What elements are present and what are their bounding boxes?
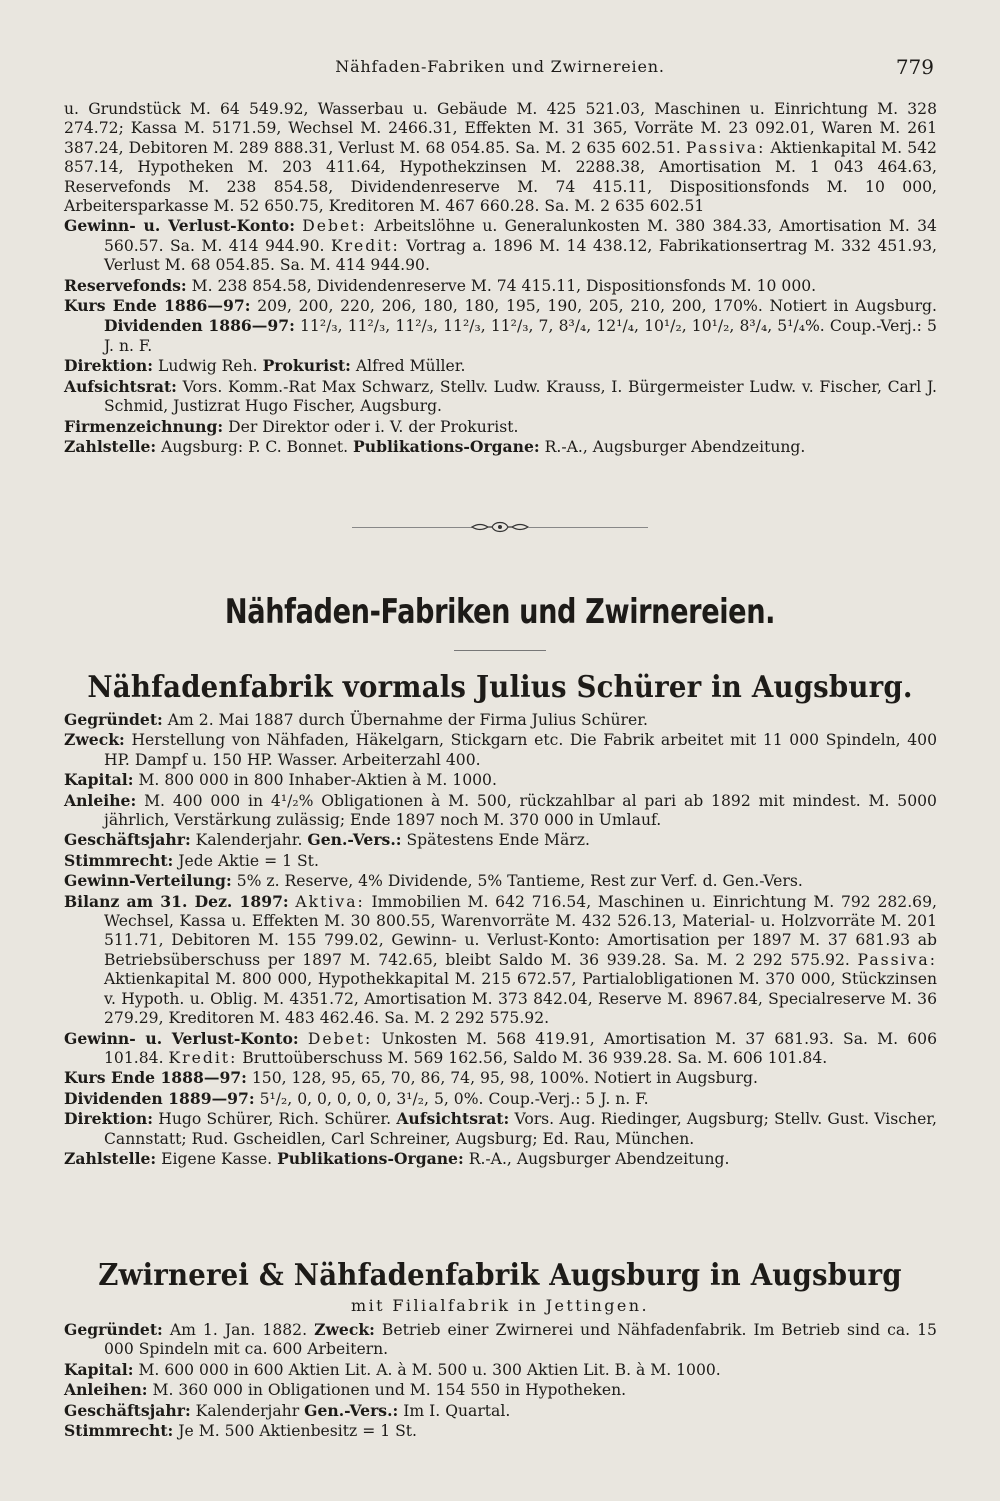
voting-right: Stimmrecht: Jede Aktie = 1 St. — [64, 850, 319, 870]
section-rule — [454, 650, 546, 651]
ornamental-divider — [352, 519, 648, 535]
company-entry-schuerer — [64, 710, 937, 1169]
section-title: Nähfaden-Fabriken und Zwirnereien. — [224, 592, 776, 632]
ornament-icon — [470, 519, 530, 535]
capital: Kapital: M. 800 000 in 800 Inhaber-Aktien à M. 1000. — [64, 770, 497, 790]
stock-prices-and-dividends: Kurs Ende 1886—97: 209, 200, 220, 206, 180, 180, 195, 190, 205, 210, 200, 170%. Notiert in Augsburg. Dividenden 1886—97: 11²/₃, 11²/₃, 11²/₃, 11²/₃, 11²/₃, 7, 8³/₄, 12¹/₄, 10¹/₂, 10¹/₂, 8³/₄, 5¹/₄%. Coup.-Verj.: 5 J. n. F. — [64, 296, 937, 355]
profit-loss-account: Gewinn- u. Verlust-Konto: Debet: Arbeitslöhne u. Generalunkosten M. 380 384.33, Amortisation M. 34 560.57. Sa. M. 414 944.90. Kredit: Vortrag a. 1896 M. 14 438.12, Fabrikationsertrag M. 332 451.93, Verlust M. 68 054.85. Sa. M. 414 944.90. — [64, 216, 937, 275]
capital: Kapital: M. 600 000 in 600 Aktien Lit. A. à M. 500 u. 300 Aktien Lit. B. à M. 1000. — [64, 1359, 721, 1379]
balance-sheet: Bilanz am 31. Dez. 1897: Aktiva: Immobilien M. 642 716.54, Maschinen u. Einrichtung M. 792 282.69, Wechsel, Kassa u. Effekten M. 30 800.55, Warenvorräte M. 432 526.13, Material- u. Holzvorräte M. 201 511.71, Debitoren M. 155 799.02, Gewinn- u. Verlust-Konto: Amortisation per 1897 M. 37 681.93 ab Betriebsüberschuss per 1897 M. 742.65, bleibt Saldo M. 36 939.28. Sa. M. 2 292 575.92. Passiva: Aktienkapital M. 800 000, Hypothekkapital M. 215 672.57, Partialobligationen M. 370 000, Stückzinsen v. Hypoth. u. Oblig. M. 4351.72, Amortisation M. 373 842.04, Reserve M. 8967.84, Specialreserve M. 36 279.29, Kreditoren M. 483 462.46. Sa. M. 2 292 575.92. — [64, 891, 937, 1028]
running-header — [0, 55, 1000, 83]
fiscal-year: Geschäftsjahr: Kalenderjahr Gen.-Vers.: Im I. Quartal. — [64, 1400, 511, 1420]
profit-loss-account: Gewinn- u. Verlust-Konto: Debet: Unkosten M. 568 419.91, Amortisation M. 37 681.93. Sa. M. 606 101.84. Kredit: Bruttoüberschuss M. 569 162.56, Saldo M. 36 939.28. Sa. M. 606 101.84. — [64, 1028, 937, 1067]
management-and-board: Direktion: Hugo Schürer, Rich. Schürer. Aufsichtsrat: Vors. Aug. Riedinger, Augsburg; Stellv. Gust. Vischer, Cannstatt; Rud. Gscheidlen, Carl Schreiner, Augsburg; Ed. Rau, München. — [64, 1109, 937, 1148]
founded: Gegründet: Am 2. Mai 1887 durch Übernahme der Firma Julius Schürer. — [64, 710, 648, 729]
dividends: Dividenden 1889—97: 5¹/₂, 0, 0, 0, 0, 0, 3¹/₂, 5, 0%. Coup.-Verj.: 5 J. n. F. — [64, 1088, 649, 1108]
paying-agent-and-publications: Zahlstelle: Eigene Kasse. Publikations-Organe: R.-A., Augsburger Abendzeitung. — [64, 1148, 730, 1168]
company-title-schuerer: Nähfadenfabrik vormals Julius Schürer in Augsburg. — [87, 670, 913, 705]
reserve-funds: Reservefonds: M. 238 854.58, Dividendenreserve M. 74 415.11, Dispositionsfonds M. 10 000. — [64, 275, 817, 295]
founded-and-purpose: Gegründet: Am 1. Jan. 1882. Zweck: Betrieb einer Zwirnerei und Nähfadenfabrik. Im Betrieb sind ca. 15 000 Spindeln mit ca. 600 Arbeitern. — [64, 1320, 937, 1359]
loans: Anleihen: M. 360 000 in Obligationen und M. 154 550 in Hypotheken. — [64, 1380, 627, 1400]
signature-authority: Firmenzeichnung: Der Direktor oder i. V. der Prokurist. — [64, 416, 519, 436]
supervisory-board: Aufsichtsrat: Vors. Komm.-Rat Max Schwarz, Stellv. Ludw. Krauss, I. Bürgermeister Ludw. v. Fischer, Carl J. Schmid, Justizrat Hugo Fischer, Augsburg. — [64, 376, 937, 416]
loan: Anleihe: M. 400 000 in 4¹/₂% Obligationen à M. 500, rückzahlbar al pari ab 1892 mit mindest. M. 5000 jährlich, Verstärkung zulässig; Ende 1897 noch M. 370 000 in Umlauf. — [64, 790, 937, 830]
company-subtitle-zwirnerei: mit Filialfabrik in Jettingen. — [351, 1296, 649, 1315]
previous-company-entry — [64, 100, 937, 457]
fiscal-year: Geschäftsjahr: Kalenderjahr. Gen.-Vers.: Spätestens Ende März. — [64, 830, 590, 850]
profit-distribution: Gewinn-Verteilung: 5% z. Reserve, 4% Dividende, 5% Tantieme, Rest zur Verf. d. Gen.-Vers. — [64, 871, 803, 891]
balance-continuation: u. Grundstück M. 64 549.92, Wasserbau u. Gebäude M. 425 521.03, Maschinen u. Einrichtung M. 328 274.72; Kassa M. 5171.59, Wechsel M. 2466.31, Effekten M. 31 365, Vorräte M. 23 092.01, Waren M. 261 387.24, Debitoren M. 289 888.31, Verlust M. 68 054.85. Sa. M. 2 635 602.51. Passiva: Aktienkapital M. 542 857.14, Hypotheken M. 203 411.64, Hypothekzinsen M. 2288.38, Amortisation M. 1 043 464.63, Reservefonds M. 238 854.58, Dividendenreserve M. 74 415.11, Dispositionsfonds M. 10 000, Arbeitersparkasse M. 52 650.75, Kreditoren M. 467 660.28. Sa. M. 2 635 602.51 — [64, 100, 937, 216]
voting-right: Stimmrecht: Je M. 500 Aktienbesitz = 1 St. — [64, 1421, 418, 1441]
paying-agent-and-publications: Zahlstelle: Augsburg: P. C. Bonnet. Publikations-Organe: R.-A., Augsburger Abendzeitung. — [64, 436, 806, 456]
purpose: Zweck: Herstellung von Nähfaden, Häkelgarn, Stickgarn etc. Die Fabrik arbeitet mit 11 000 Spindeln, 400 HP. Dampf u. 150 HP. Wasser. Arbeiterzahl 400. — [64, 730, 937, 769]
management: Direktion: Ludwig Reh. Prokurist: Alfred Müller. — [64, 356, 466, 376]
stock-prices: Kurs Ende 1888—97: 150, 128, 95, 65, 70, 86, 74, 95, 98, 100%. Notiert in Augsburg. — [64, 1068, 758, 1088]
company-entry-zwirnerei — [64, 1320, 937, 1441]
company-title-zwirnerei: Zwirnerei & Nähfadenfabrik Augsburg in Augsburg — [98, 1258, 902, 1293]
page-number: 779 — [895, 55, 934, 79]
running-header-title: Nähfaden-Fabriken und Zwirnereien. — [335, 57, 665, 76]
